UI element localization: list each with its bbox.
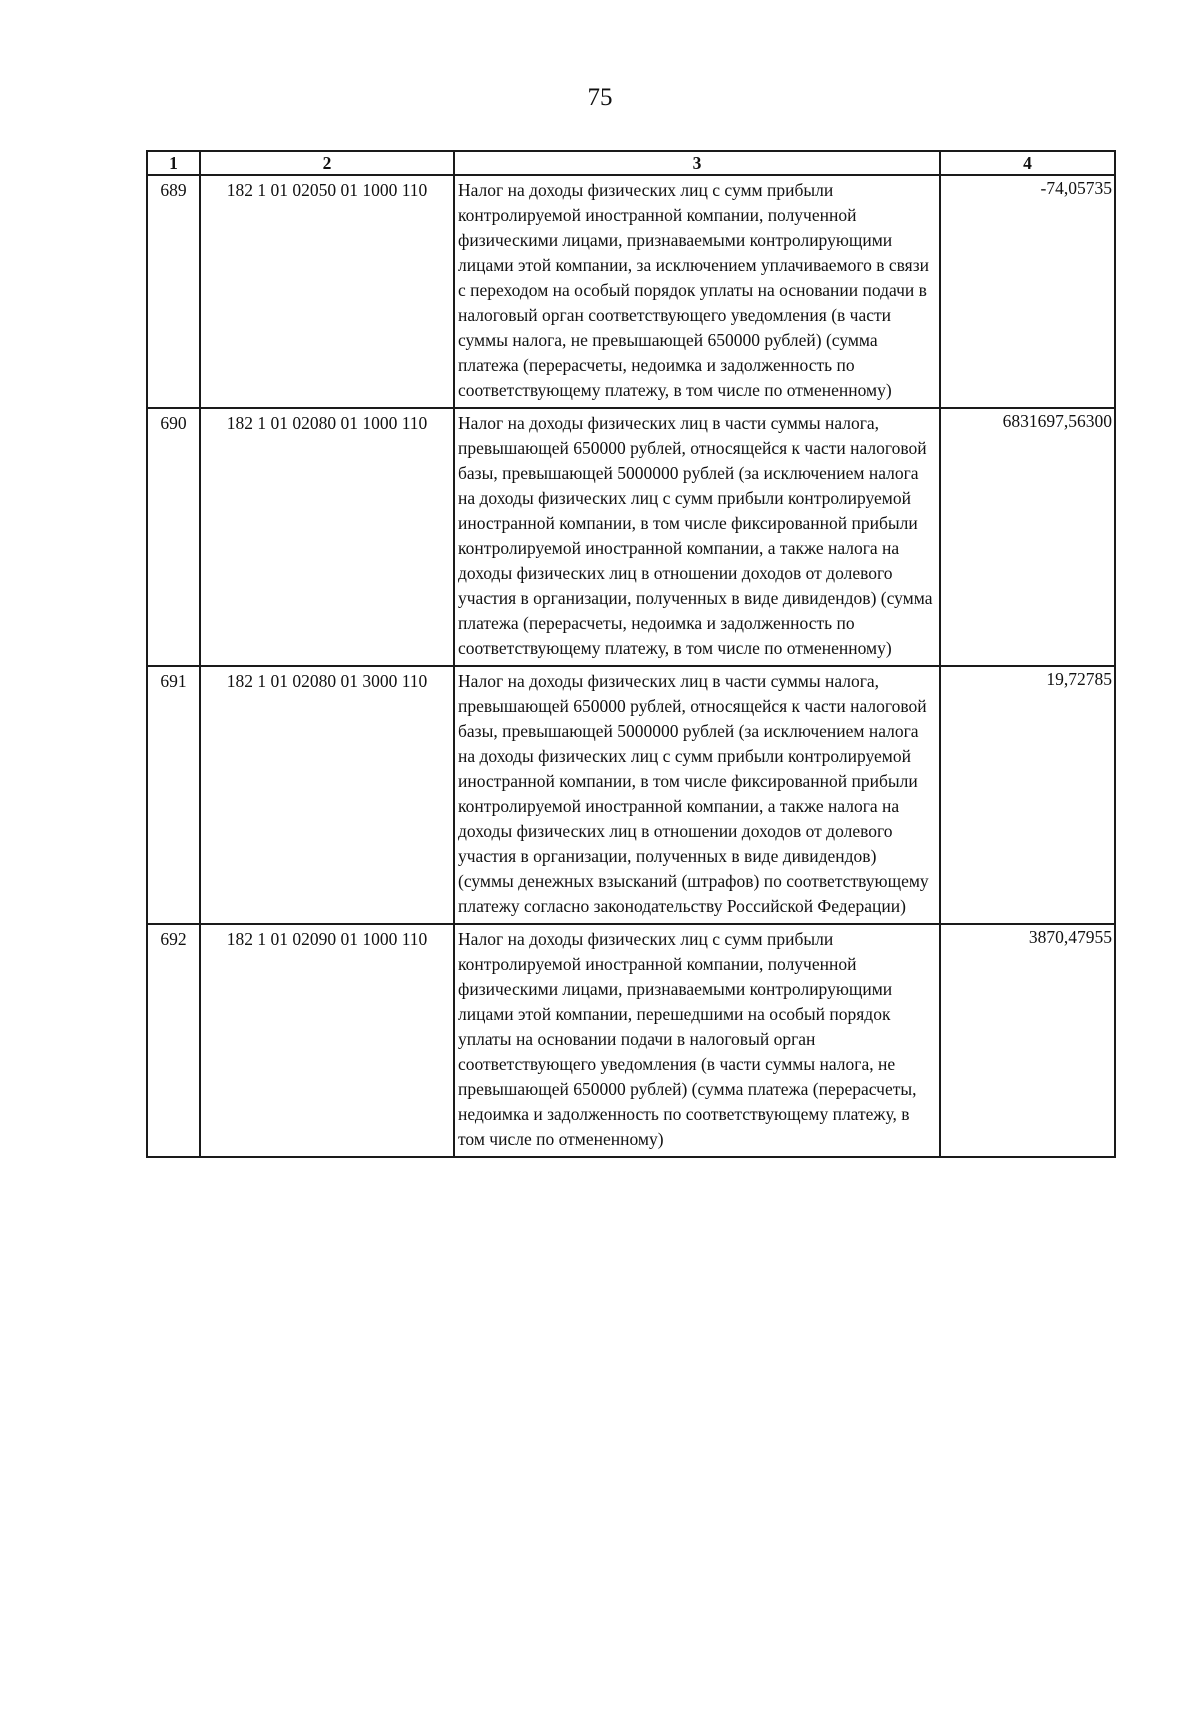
row-number: 690 xyxy=(147,408,200,666)
table-row xyxy=(147,924,1115,1157)
revenue-description: Налог на доходы физических лиц в части суммы налога, превышающей 650000 рублей, относящейся к части налоговой базы, превышающей 5000000 рублей (за исключением налога на доходы физических лиц с сумм прибыли контролируемой иностранной компании, в том числе фиксированной прибыли контролируемой иностранной компании, а также налога на доходы физических лиц в отношении доходов от долевого участия в организации, полученных в виде дивидендов) (сумма платежа (перерасчеты, недоимка и задолженность по соответствующему платежу, в том числе по отмененному) xyxy=(454,408,940,666)
budget-code: 182 1 01 02080 01 1000 110 xyxy=(200,408,454,666)
row-number: 691 xyxy=(147,666,200,924)
budget-code: 182 1 01 02080 01 3000 110 xyxy=(200,666,454,924)
column-header-1: 1 xyxy=(147,151,200,175)
amount-value: 6831697,56300 xyxy=(940,408,1115,666)
revenue-description: Налог на доходы физических лиц с сумм прибыли контролируемой иностранной компании, полученной физическими лицами, признаваемыми контролирующими лицами этой компании, за исключением уплачиваемого в связи с переходом на особый порядок уплаты на основании подачи в налоговый орган соответствующего уведомления (в части суммы налога, не превышающей 650000 рублей) (сумма платежа (перерасчеты, недоимка и задолженность по соответствующему платежу, в том числе по отмененному) xyxy=(454,175,940,408)
revenue-description: Налог на доходы физических лиц с сумм прибыли контролируемой иностранной компании, полученной физическими лицами, признаваемыми контролирующими лицами этой компании, перешедшими на особый порядок уплаты на основании подачи в налоговый орган соответствующего уведомления (в части суммы налога, не превышающей 650000 рублей) (сумма платежа (перерасчеты, недоимка и задолженность по соответствующему платежу, в том числе по отмененному) xyxy=(454,924,940,1157)
revenue-description: Налог на доходы физических лиц в части суммы налога, превышающей 650000 рублей, относящейся к части налоговой базы, превышающей 5000000 рублей (за исключением налога на доходы физических лиц с сумм прибыли контролируемой иностранной компании, в том числе фиксированной прибыли контролируемой иностранной компании, а также налога на доходы физических лиц в отношении доходов от долевого участия в организации, полученных в виде дивидендов) (суммы денежных взысканий (штрафов) по соответствующему платежу согласно законодательству Российской Федерации) xyxy=(454,666,940,924)
table-row xyxy=(147,666,1115,924)
amount-value: 19,72785 xyxy=(940,666,1115,924)
column-header-3: 3 xyxy=(454,151,940,175)
table-header-row xyxy=(147,151,1115,175)
column-header-2: 2 xyxy=(200,151,454,175)
row-number: 692 xyxy=(147,924,200,1157)
budget-revenue-table xyxy=(146,150,1116,1158)
amount-value: 3870,47955 xyxy=(940,924,1115,1157)
table-row xyxy=(147,175,1115,408)
table-row xyxy=(147,408,1115,666)
budget-code: 182 1 01 02050 01 1000 110 xyxy=(200,175,454,408)
amount-value: -74,05735 xyxy=(940,175,1115,408)
budget-code: 182 1 01 02090 01 1000 110 xyxy=(200,924,454,1157)
row-number: 689 xyxy=(147,175,200,408)
column-header-4: 4 xyxy=(940,151,1115,175)
page-number: 75 xyxy=(587,84,613,111)
